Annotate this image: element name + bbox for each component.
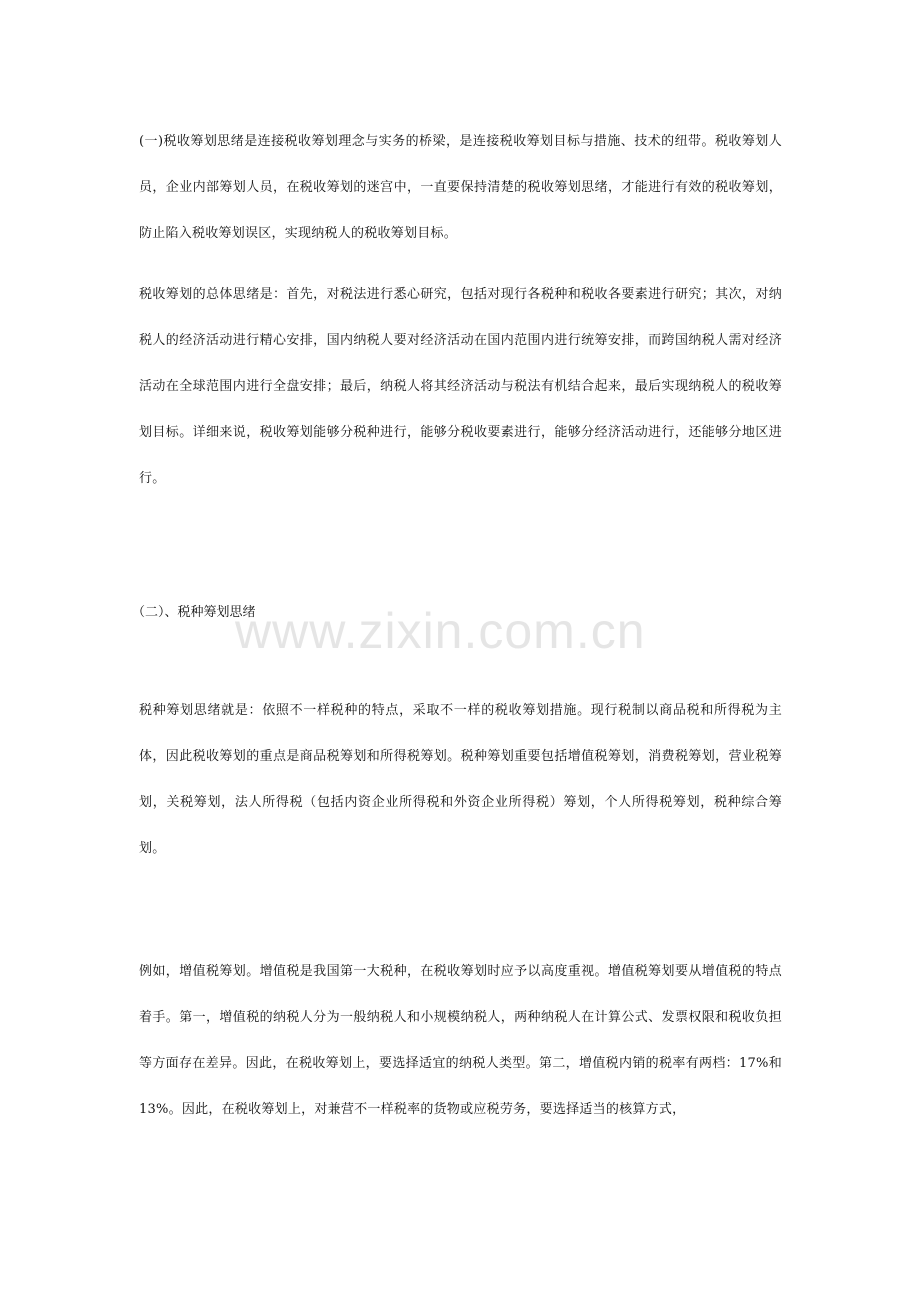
- paragraph-tax-type-planning: 税种筹划思绪就是：依照不一样税种的特点，采取不一样的税收筹划措施。现行税制以商品税和所得税为主体，因此税收筹划的重点是商品税筹划和所得税筹划。税种筹划重要包括增值税筹划，消费税筹划，营业税筹划，关税筹划，法人所得税（包括内资企业所得税和外资企业所得税）筹划，个人所得税筹划，税种综合筹划。: [139, 703, 782, 856]
- section-heading: （二）、税种筹划思绪: [132, 605, 256, 620]
- watermark: www.zixin.com.cn: [235, 603, 646, 659]
- paragraph-tax-planning-thinking: (一)税收筹划思绪是连接税收筹划理念与实务的桥梁，是连接税收筹划目标与措施、技术的纽带。税收筹划人员，企业内部筹划人员，在税收筹划的迷宫中，一直要保持清楚的税收筹划思绪，才能进行有效的税收筹划，防止陷入税收筹划误区，实现纳税人的税收筹划目标。: [139, 134, 782, 241]
- paragraph-vat-example: 例如，增值税筹划。增值税是我国第一大税种，在税收筹划时应予以高度重视。增值税筹划要从增值税的特点着手。第一，增值税的纳税人分为一般纳税人和小规模纳税人，两种纳税人在计算公式、发票权限和税收负担等方面存在差异。因此，在税收筹划上，要选择适宜的纳税人类型。第二，增值税内销的税率有两档：17%和13%。因此，在税收筹划上，对兼营不一样税率的货物或应税劳务，要选择适当的核算方式，: [139, 964, 782, 1117]
- paragraph-overall-thinking: 税收筹划的总体思绪是：首先，对税法进行悉心研究，包括对现行各税种和税收各要素进行研究；其次，对纳税人的经济活动进行精心安排，国内纳税人要对经济活动在国内范围内进行统筹安排，而跨国纳税人需对经济活动在全球范围内进行全盘安排；最后，纳税人将其经济活动与税法有机结合起来，最后实现纳税人的税收筹划目标。详细来说，税收筹划能够分税种进行，能够分税收要素进行，能够分经济活动进行，还能够分地区进行。: [139, 287, 782, 486]
